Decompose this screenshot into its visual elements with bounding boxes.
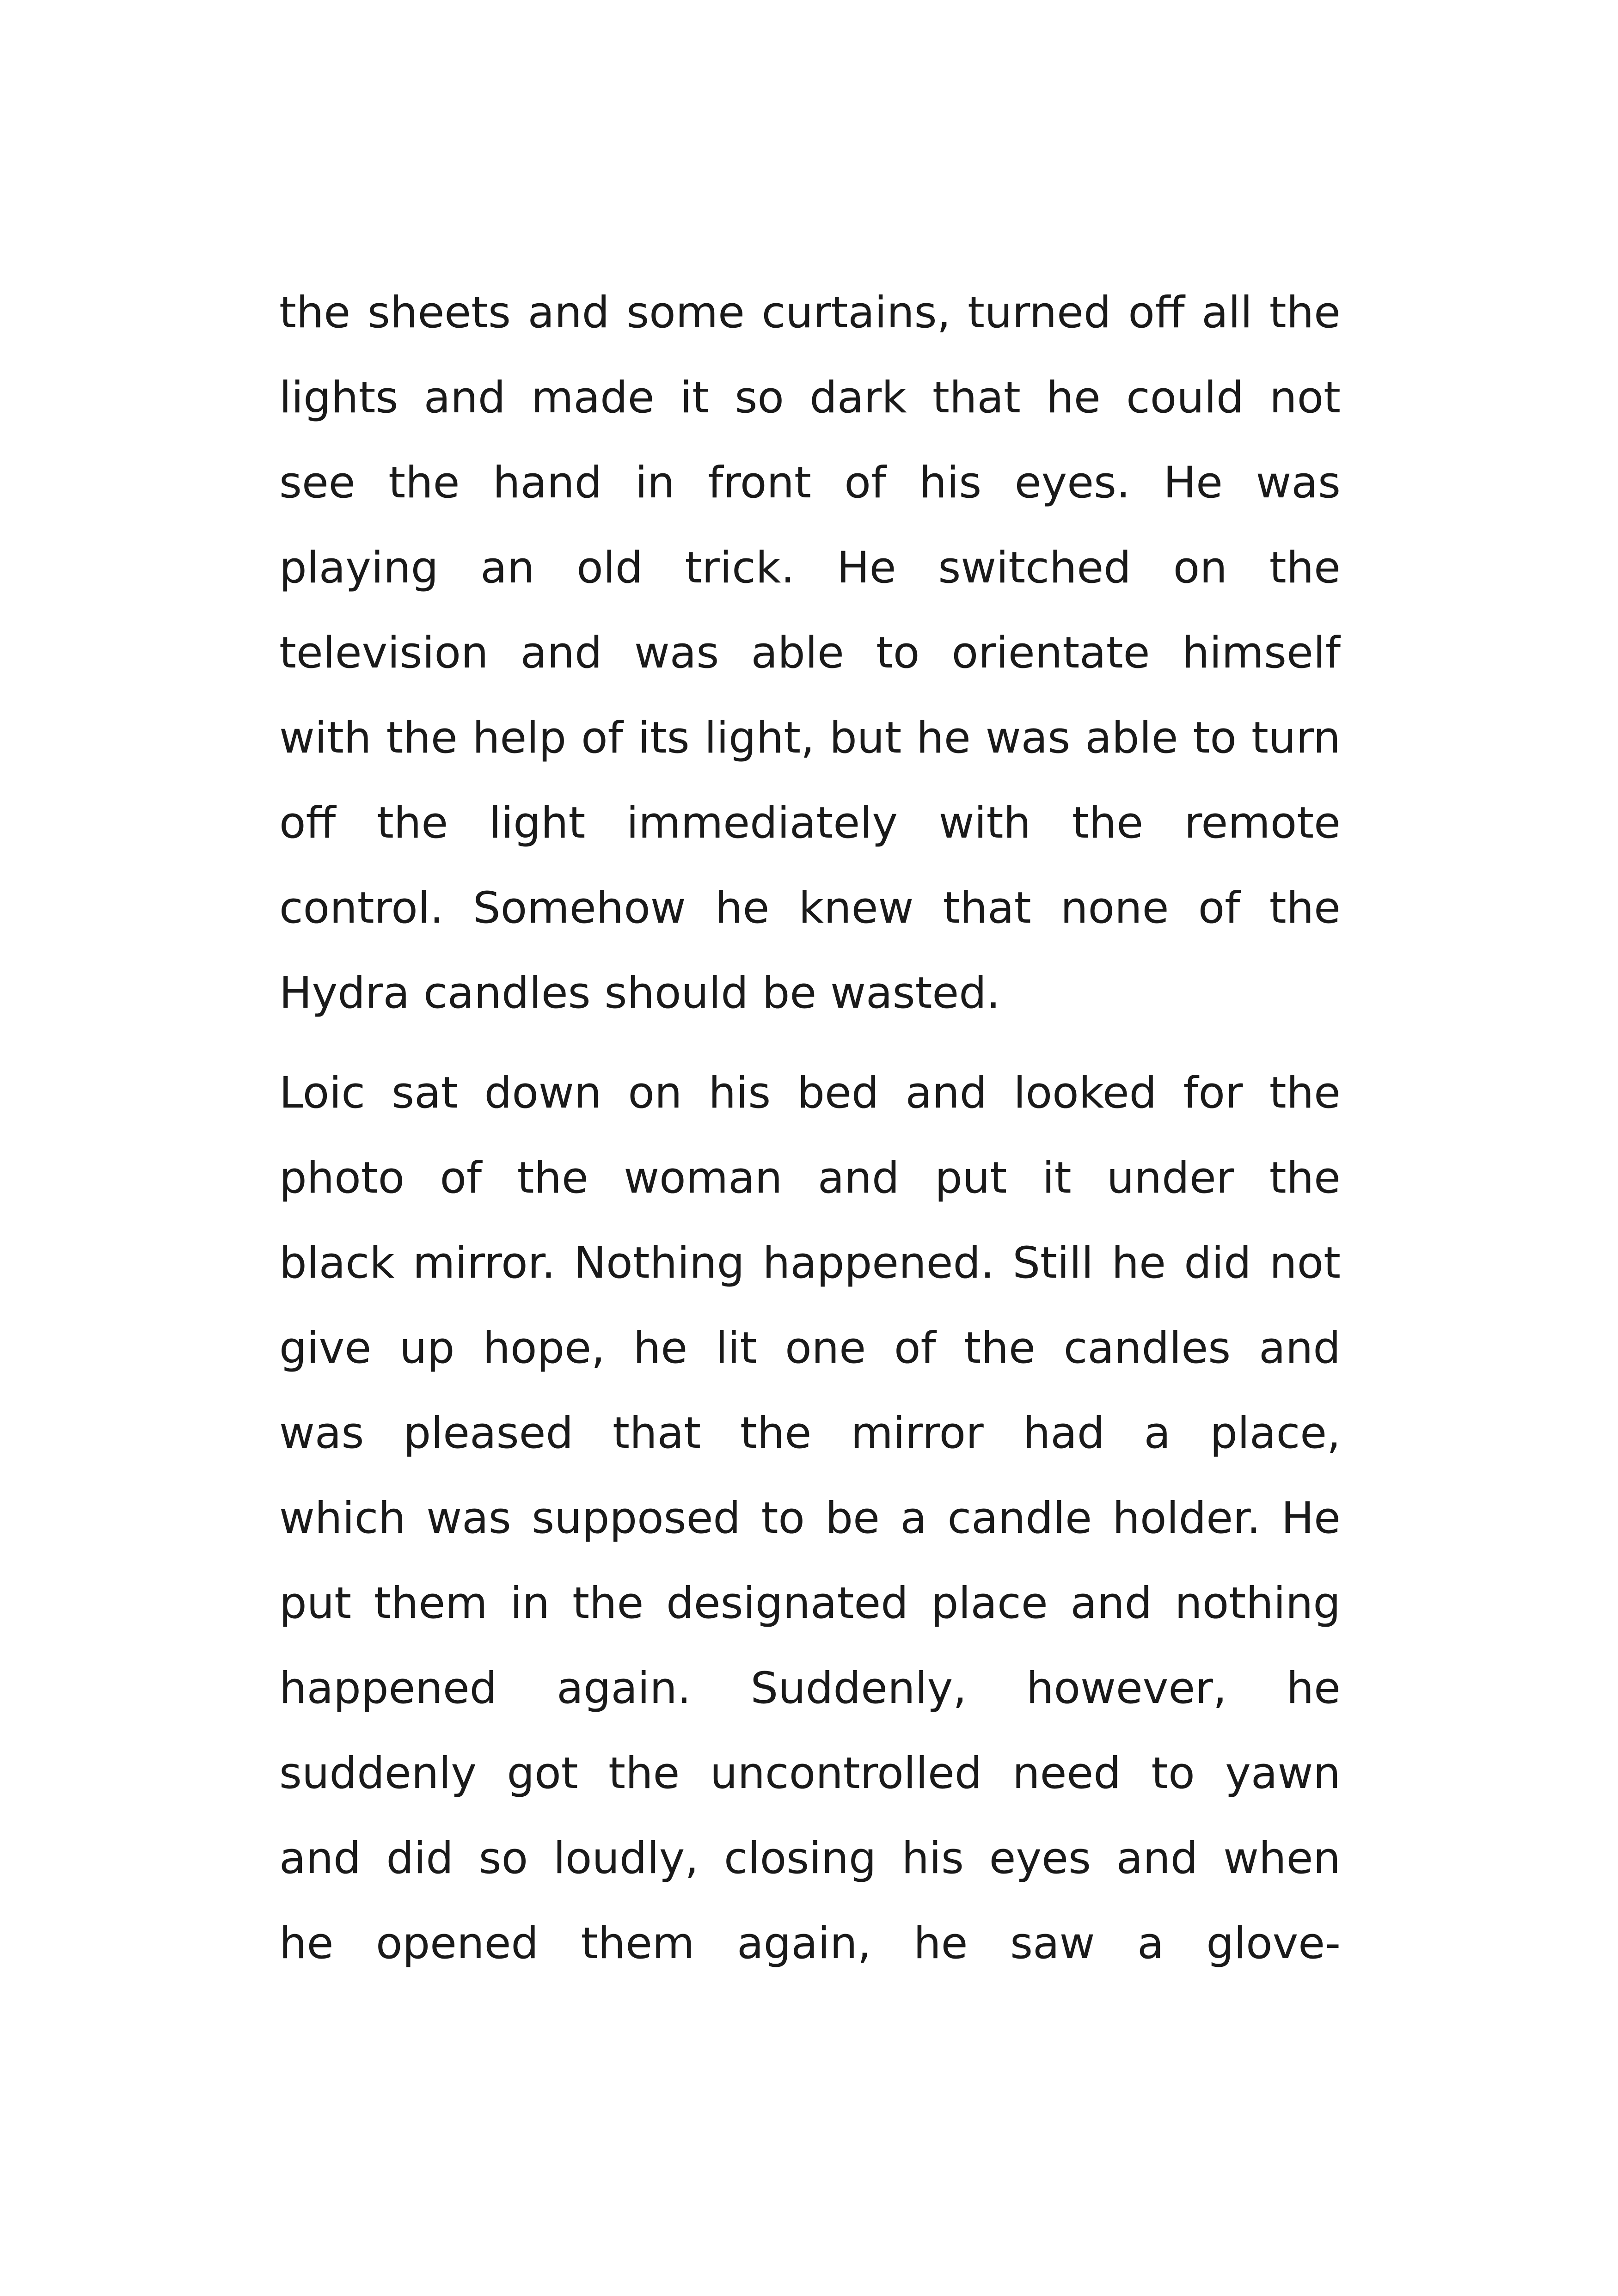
text-line: off the light immediately with the remote: [279, 798, 1341, 848]
text-line: and did so loudly, closing his eyes and when: [279, 1833, 1341, 1884]
text-line: he opened them again, he saw a glove-: [279, 1918, 1341, 1969]
text-line: Hydra candles should be wasted.: [279, 968, 1000, 1018]
text-line: put them in the designated place and nothing: [279, 1578, 1341, 1629]
text-line: which was supposed to be a candle holder. He: [279, 1493, 1341, 1543]
text-line: see the hand in front of his eyes. He was: [279, 458, 1341, 508]
text-line: with the help of its light, but he was able to turn: [279, 713, 1341, 763]
text-line: control. Somehow he knew that none of the: [279, 883, 1341, 933]
text-line: was pleased that the mirror had a place,: [279, 1408, 1341, 1458]
paragraph-2: [279, 1051, 1341, 1986]
text-line: Loic sat down on his bed and looked for the: [279, 1068, 1341, 1118]
text-line: the sheets and some curtains, turned off all the: [279, 288, 1341, 338]
text-line: playing an old trick. He switched on the: [279, 543, 1341, 593]
text-line: black mirror. Nothing happened. Still he did not: [279, 1238, 1341, 1288]
text-line: happened again. Suddenly, however, he: [279, 1663, 1341, 1714]
text-line: suddenly got the uncontrolled need to yawn: [279, 1748, 1341, 1799]
text-line: photo of the woman and put it under the: [279, 1153, 1341, 1203]
text-line: lights and made it so dark that he could not: [279, 373, 1341, 423]
text-line: give up hope, he lit one of the candles and: [279, 1323, 1341, 1373]
paragraph-1: [279, 270, 1341, 1036]
text-line: television and was able to orientate himself: [279, 628, 1341, 678]
